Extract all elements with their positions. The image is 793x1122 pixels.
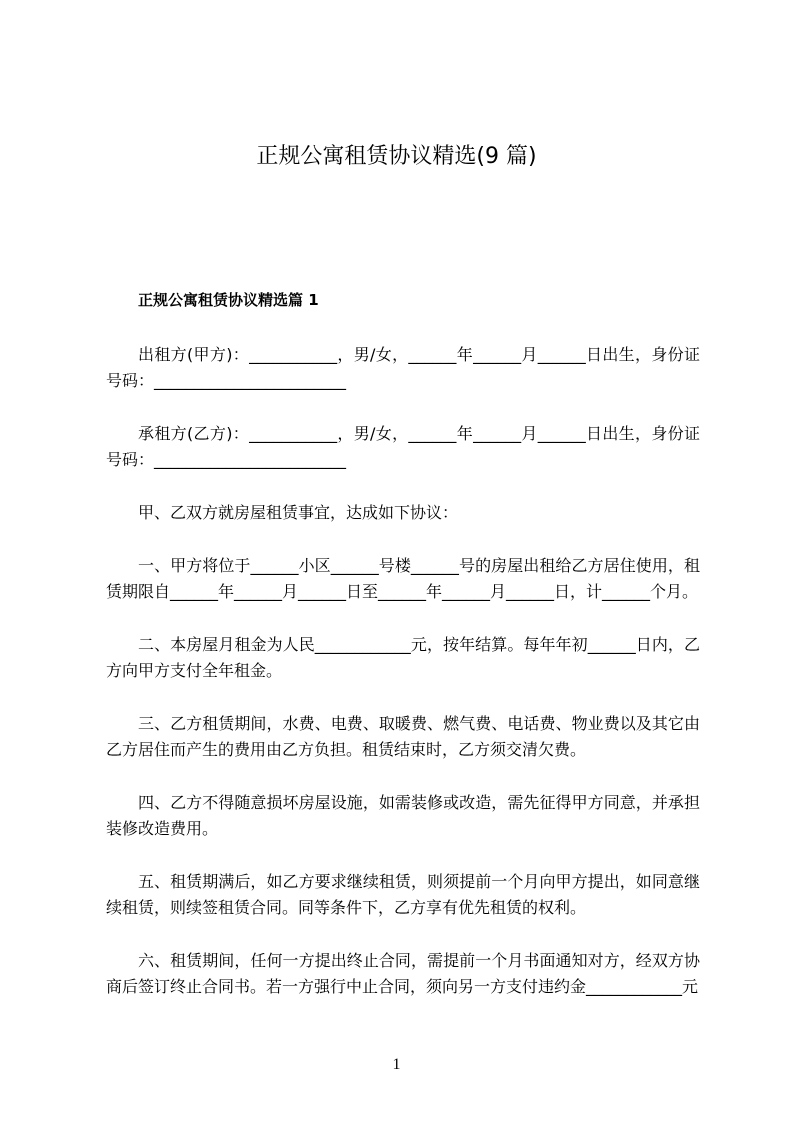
section-heading: 正规公寓租赁协议精选篇 1 [138, 291, 319, 309]
clause-6-paragraph: 六、租赁期间，任何一方提出终止合同，需提前一个月书面通知对方，经双方协商后签订终止合同书。若一方强行中止合同，须向另一方支付违约金____________元 [106, 951, 700, 996]
page-number: 1 [392, 1056, 401, 1073]
document-body [106, 342, 700, 1027]
clause-1-paragraph: 一、甲方将位于______小区______号楼______号的房屋出租给乙方居住使用，租赁期限自______年______月______日至______年______月______日，计______个月。 [106, 556, 700, 601]
clause-3-paragraph: 三、乙方租赁期间，水费、电费、取暖费、燃气费、电话费、物业费以及其它由乙方居住而产生的费用由乙方负担。租赁结束时，乙方须交清欠费。 [106, 714, 700, 759]
clause-5-paragraph: 五、租赁期满后，如乙方要求继续租赁，则须提前一个月向甲方提出，如同意继续租赁，则续签租赁合同。同等条件下，乙方享有优先租赁的权利。 [106, 872, 700, 917]
party-b-paragraph: 承租方(乙方)：___________，男/女，______年______月______日出生，身份证号码：________________________ [106, 424, 700, 469]
agreement-intro-paragraph: 甲、乙双方就房屋租赁事宜，达成如下协议： [138, 503, 459, 522]
document-title: 正规公寓租赁协议精选(9 篇) [256, 144, 537, 169]
clause-4-paragraph: 四、乙方不得随意损坏房屋设施，如需装修或改造，需先征得甲方同意，并承担装修改造费用。 [106, 793, 700, 838]
party-a-paragraph: 出租方(甲方)：___________，男/女，______年______月______日出生，身份证号码：________________________ [106, 345, 700, 390]
clause-2-paragraph: 二、本房屋月租金为人民____________元，按年结算。每年年初______日内，乙方向甲方支付全年租金。 [106, 635, 700, 680]
